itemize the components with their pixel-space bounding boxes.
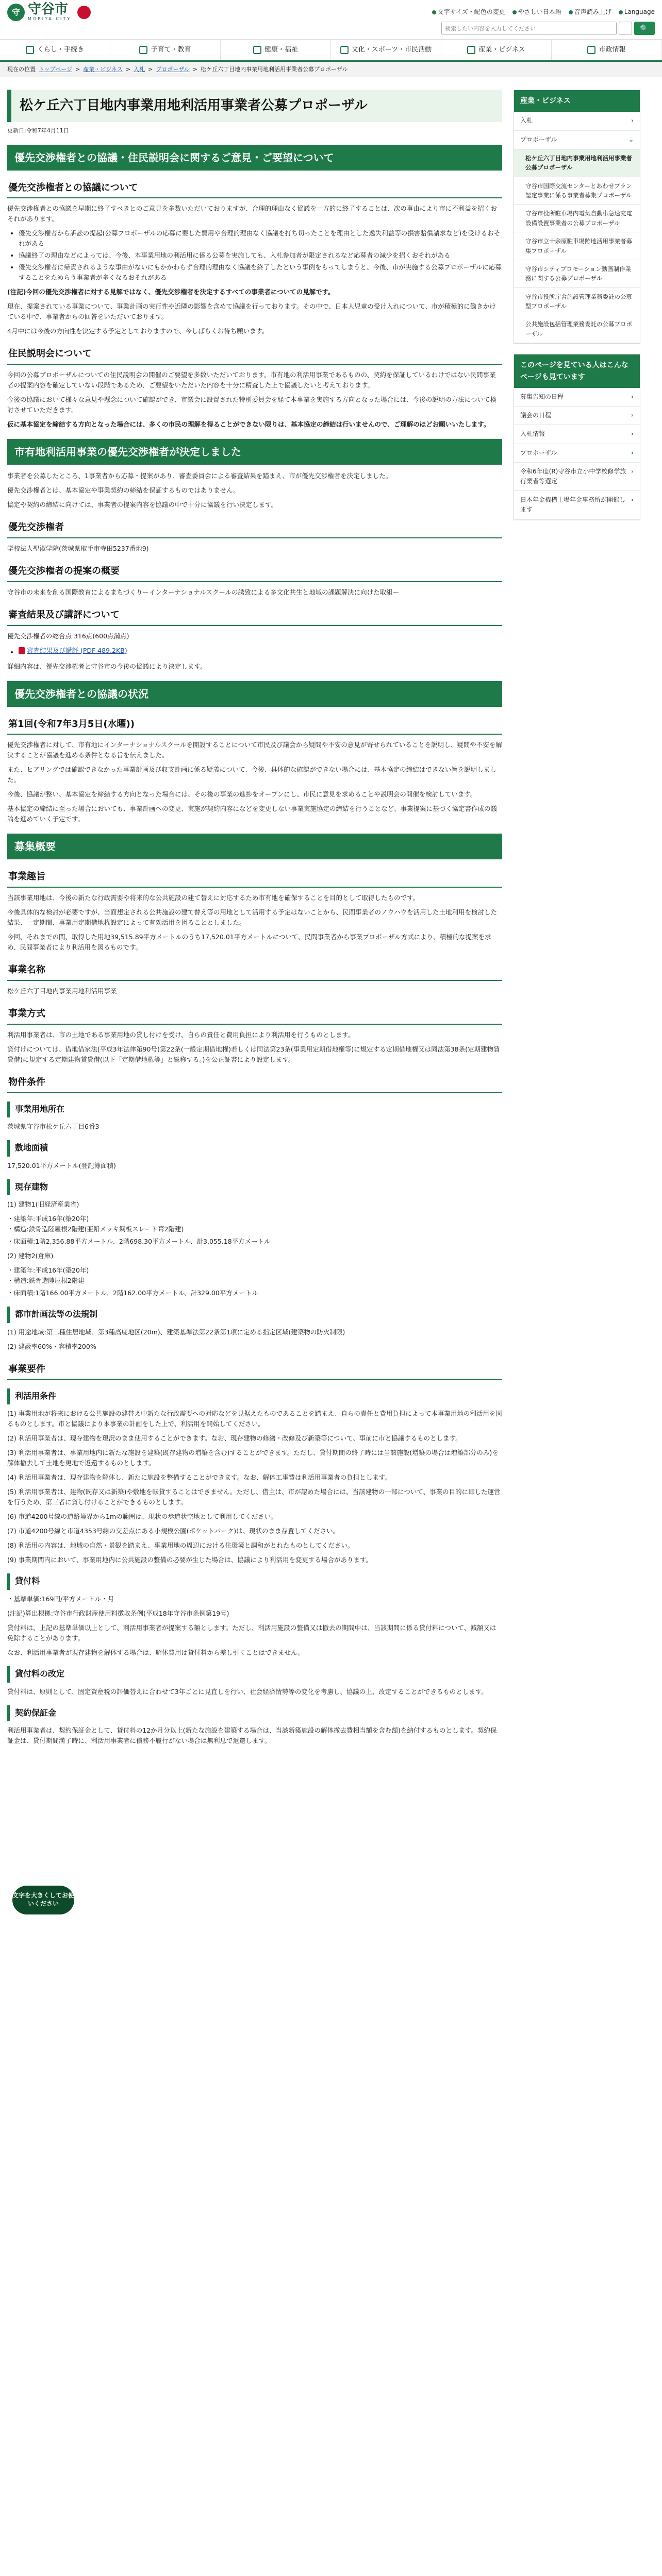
easyjp-icon [512,10,517,14]
paragraph: (7) 市道4200号線と市道4353号線の交差点にある小規模公園(ポケットパーク)は、現状のまま存置してください。 [7,1527,340,1535]
paragraph: 貸付料は、上記の基準単価以上として、利活用事業者が提案する額とします。ただし、利活用施設の整備又は撤去の期間中は、当該期間に係る貸付料について、減額又は免除することがあります。 [7,1623,496,1642]
language-label: Language [624,8,655,16]
sidebar-item[interactable] [514,205,640,232]
page-title: 松ケ丘六丁目地内事業用地利活用事業者公募プロポーザル [7,90,502,122]
section-heading: 優先交渉権者との協議の状況 [7,681,502,707]
clear-button[interactable]: ✕ [619,22,632,35]
paragraph: (5) 利活用事業者は、建物(既存又は新築)や敷地を転貸することはできません。ただし、借主は、市が認めた場合には、当該建物の一部について、事業の目的に即した運営を行うため、第三者に貸し付けることができるものとします。 [7,1488,501,1506]
paragraph: ・構造:鉄骨造陸屋根2階建 [7,1277,85,1285]
minor-heading: 貸付料の改定 [7,1666,502,1683]
paragraph: (1) 事業用地が将来における公共施設の建替え中新たな行政需要への対応などを見据えたものであることを踏まえ、自らの責任と費用負担によって本事業用地の利活用を図るものとします。市と協議により本事業の計画をした上で、利活用を開始してください。 [7,1410,502,1428]
sidebar-item[interactable] [514,177,640,205]
paragraph: 今回、それまでの間、取得した用地39,515.89平方メートルのうち17,520.01平方メートルについて、民間事業者から事業プロポーザル方式により、積極的な提案を求め、民間事業者により利活用を図るものです。 [7,933,491,952]
search-input[interactable] [441,22,617,35]
voice-label: 音声読み上げ [574,8,611,16]
language-link[interactable] [619,7,655,17]
chevron-right-icon: › [631,393,634,401]
list-item: • 優先交渉権者に帰責されるような事由がないにもかかわらず合理的理由なく協議を終了したという事例をもってしまうと、今後、市が実施する公募プロポーザルに応募することをためらう事業者が多くなるおそれがある [19,262,502,283]
sidebar-item-label: 守谷市役所庁舎施設管理業務委託の公募型プロポーザル [525,293,632,310]
breadcrumb-link[interactable]: 産業・ビジネス [83,66,123,73]
section-heading: 優先交渉権者との協議・住民説明会に関するご意見・ご要望について [7,145,502,171]
related-item-label: 令和6年度(R)守谷市立小中学校修学旅行業者等選定 [520,467,626,485]
gnav-item-shisei[interactable] [552,40,662,60]
paragraph: 優先交渉権者の総合点 316点(600点満点) [7,632,129,640]
minor-heading: 現存建物 [7,1179,502,1196]
breadcrumb-link[interactable]: 入札 [134,66,145,73]
heart-icon [253,46,261,54]
related-item-label: プロポーザル [520,449,557,456]
paragraph: (1) 建物1(旧経済産業省) [7,1200,79,1209]
gnav-item-kenkou[interactable] [221,40,331,60]
paragraph: 現在、提案されている事業について、事業計画の実行性や近隣の影響を含めて協議を行っております。その中で、日本人児童の受け入れについて、市が積極的に働きかけている中で、事業者からの回答をいただいております。 [7,302,496,321]
sidebar-item-label: 守谷市国際交流センターとあわせプラン認定事業に係る事業者募集プロポーザル [525,182,632,199]
chevron-right-icon: › [631,412,634,419]
related-item-label: 入札情報 [520,430,545,438]
subsection-heading: 審査結果及び講評について [7,607,502,626]
home-icon [26,46,34,54]
logo-subtext: MORIYA CITY [28,16,72,21]
paragraph: 利活用事業者は、契約保証金として、貸付料の12か月分以上(新たな施設を建築する場合は、当該新築施設の解体撤去費相当額を含む額)を納付するものとします。契約保証金は、貸付期間満了時に、利活用事業者に債務不履行がない場合は無利息で返還します。 [7,1726,497,1745]
city-emblem-icon: 守 [7,4,25,21]
paragraph: 詳細内容は、優先交渉権者と守谷市の今後の協議により決定します。 [7,662,207,670]
paragraph: また、ヒアリングでは確認できなかった事業計画及び収支計画に係る疑義について、今後、具体的な確認ができない場合には、基本協定の締結はできない旨を説明しました。 [7,766,496,784]
gnav-label: くらし・手続き [37,45,84,54]
list-item: • 優先交渉権者から訴訟の提起(公募プロポーザルの応募に要した費用や合理的理由なく協議を打ち切ったことを理由とした逸失利益等の損害賠償請求など)を受けるおそれがある [19,228,502,249]
building-icon [467,46,475,54]
subsection-heading: 優先交渉権者 [7,519,502,538]
paragraph: (8) 利活用の内容は、地域の自然・景観を踏まえ、事業用地の周辺における住環境と調和がとれたものとしてください。 [7,1541,354,1550]
paragraph: 今回の公募プロポーザルについての住民説明会の開催のご要望を多数いただいております。市有地の利活用事業であるものの、契約を保証しているわけではない民間事業者の提案内容を確定していない段階であるため、ご要望をいただいた内容を十分に精査した上で協議したいと考えております。 [7,371,496,389]
sidebar-item-label: 守谷市シティプロモーション動画制作業務に関する公募プロポーザル [525,265,632,282]
related-item[interactable] [514,406,640,425]
pdf-list [19,646,502,657]
sidebar-item[interactable] [514,315,640,343]
fontsize-label: 文字サイズ・配色の変更 [437,8,505,16]
site-logo[interactable] [7,3,91,23]
subsection-heading: 事業名称 [7,962,502,981]
minor-heading: 利活用条件 [7,1388,502,1405]
pdf-link[interactable] [19,646,127,656]
paragraph: 利活用事業者は、市の土地である事業用地の貸し付けを受け、自らの責任と費用負担により利活用を行うものとします。 [7,1030,355,1039]
paragraph: ・建築年:平成16年(築20年) [7,1266,89,1275]
paragraph: ・基準単価:169円/平方メートル・月 [7,1595,114,1603]
sidebar [514,90,640,1750]
floating-helper-button[interactable]: 文字を大きくしてお使いください [12,1886,74,1914]
sidebar-item[interactable] [514,260,640,288]
related-item[interactable] [514,463,640,491]
paragraph: 学校法人聖淑学院(茨城県取手市寺田5237番地9) [7,544,149,552]
paragraph: 優先交渉権者に対して、市有地にインターナショナルスクールを開設することについて市民及び議会から疑問や不安の意見が寄せられていることを説明し、疑問や不安を解決することが協議を進める条件となる旨を伝えました。 [7,741,502,759]
sidebar-item[interactable] [514,131,640,149]
paragraph: 守谷市の未来を創る国際教育によるまちづくりーインターナショナルスクールの誘致による多文化共生と地域の課題解決に向けた取組ー [7,588,400,596]
breadcrumb-link[interactable]: プロポーザル [156,66,190,73]
chevron-right-icon: › [631,496,634,504]
paragraph: ・構造:鉄骨造陸屋根2階建(亜鉛メッキ鋼板スレート葺2階建) [7,1225,184,1233]
paragraph: 事業者を公募したところ、1事業者から応募・提案があり、審査委員会による審査結果を踏まえ、市が優先交渉権者を決定しました。 [7,472,392,480]
paragraph: 協定や契約の締結に向けては、事業者の提案内容を協議の中で十分に協議を行い決定します。 [7,501,278,509]
chevron-right-icon: › [631,467,634,475]
chevron-right-icon: › [631,449,634,456]
section-heading: 募集概要 [7,834,502,859]
gnav-item-sangyou[interactable] [441,40,552,60]
cityhall-icon [587,46,595,54]
updated-date: 更新日:令和7年4月11日 [7,127,69,134]
gnav-item-kurashi[interactable] [0,40,110,60]
breadcrumb-prefix: 現在の位置 [7,66,36,73]
paragraph: (2) 建蔽率60%・容積率200% [7,1342,96,1350]
paragraph: 基本協定の締結に至った場合においても、事業計画への変更、実施が契約内容になどを変更しない事業実施協定の締結を行うことなど、事業提案に基づく協定書作成の議論を進めていく予定です。 [7,805,498,823]
sidebar-item-label: 入札 [520,117,533,125]
paragraph: (4) 利活用事業者は、現存建物を解体し、新たに施設を整備することができます。なお、解体工事費は利活用事業者の負担とします。 [7,1473,391,1482]
related-pages [514,354,640,520]
chevron-down-icon: ⌄ [628,135,634,143]
paragraph: (注記)算出根拠:守谷市行政財産使用料徴収条例(平成18年守谷市条例第19号) [7,1609,229,1617]
sidebar-item[interactable] [514,288,640,316]
subsection-heading: 物件条件 [7,1074,502,1093]
sidebar-heading: 産業・ビジネス [514,90,640,112]
subsection-heading: 事業方式 [7,1006,502,1025]
child-icon [139,46,147,54]
mascot-badge-icon [77,6,91,19]
paragraph: なお、利活用事業者が現存建物を解体する場合は、解体費用は貸付料から差し引くことはできません。 [7,1648,304,1656]
paragraph: 優先交渉権者とは、基本協定や事業契約の締結を保証するものではありません。 [7,486,240,495]
globe-icon [619,10,623,14]
sidebar-item-label: 守谷市役所駐車場内電気自動車急速充電設備設置事業者の公募プロポーザル [525,210,632,227]
sidebar-heading: このページを見ている人はこんなページも見ています [514,354,640,388]
related-item-label: 募集告知の日程 [520,393,564,401]
voice-link[interactable] [569,7,611,17]
category-menu [514,90,640,344]
minor-heading: 都市計画法等の法規制 [7,1307,502,1323]
paragraph: (2) 利活用事業者は、現存建物を現況のまま使用することができます。なお、現存建物の修繕・改修及び新築等について、事前に市と協議するものとします。 [7,1434,462,1443]
list-item: • 協議終了の理由などによっては、今後、本事業用地の利活用に係る公募を実施しても、入札参加者が限定されるなど応募者の減少を招くおそれがある [19,250,502,261]
pdf-link-label: • 審査結果及び講評 (PDF 489.2KB) [27,646,127,654]
paragraph: 松ケ丘六丁目地内事業用地利活用事業 [7,987,117,995]
minor-heading: 敷地面積 [7,1140,502,1157]
search-bar [0,22,662,35]
subsection-heading: 事業趣旨 [7,869,502,888]
breadcrumb: 現在の位置 トップページ > 産業・ビジネス > 入札 > プロポーザル > 松ケ丘六丁目地内事業用地利活用事業者公募プロポーザル [0,62,662,77]
note: (注記)今回の優先交渉権者に対する見解ではなく、優先交渉権者を決定するすべての事業者についての見解です。 [7,288,335,296]
gnav-label: 産業・ビジネス [478,45,525,54]
fontsize-link[interactable] [432,7,505,17]
paragraph: (1) 用途地域:第二種住居地域、第3種高度地区(20m)、建築基準法第22条第1項に定める指定区域(建築物の防火制限) [7,1328,345,1336]
pdf-icon [19,647,25,654]
sidebar-item-label: プロポーザル [520,135,557,143]
paragraph: 当該事業用地は、今後の新たな行政需要や将来的な公共施設の建て替えに対応するため市有地を確保することを目的として取得したものです。 [7,894,420,902]
gnav-item-bunka[interactable] [331,40,441,60]
paragraph: 貸付料は、原則として、固定資産税の評価替えに合わせて3年ごとに見直しを行い、社会経済情勢等の変化を考慮し、協議の上、改定することができるものとします。 [7,1687,488,1696]
global-nav [0,39,662,62]
paragraph: 貸付けについては、借地借家法(平成3年法律第90号)第22条(一般定期借地権)若しくは同法第23条(事業用定期借地権等)に規定する定期借地権又は同法第38条(定期建物賃貸借)に規定する定期建物賃貸借(以下「定期借地権等」と総称する。)を公正証書により設定します。 [7,1045,500,1063]
list-item [19,646,502,657]
related-item-label: 議会の日程 [520,412,552,419]
paragraph: 仮に基本協定を締結する方向となった場合には、多くの市民の理解を得ることができない限りは、基本協定の締結は行いませんので、ご理解のほどお願いいたします。 [7,420,490,429]
paragraph: 今後、協議が整い、基本協定を締結する方向となった場合には、その後の事業の進捗をオープンにし、市民に意見を求めることや説明会の開催を検討しています。 [7,790,477,799]
chevron-right-icon: › [631,430,634,438]
people-icon [340,46,349,54]
fontsize-icon [432,10,436,14]
minor-heading: 事業用地所在 [7,1101,502,1118]
utility-links [432,7,655,17]
sidebar-item-label: 公共施設包括管理業務委託の公募プロポーザル [525,320,632,337]
sidebar-item-label: 松ケ丘六丁目地内事業用地利活用事業者公募プロポーザル [525,154,632,172]
paragraph: 茨城県守谷市松ケ丘六丁目6番3 [7,1123,100,1131]
easyjp-link[interactable] [512,7,561,17]
chevron-right-icon: › [631,117,634,125]
search-button[interactable]: 🔍 [634,22,655,35]
paragraph: 4月中には今後の方向性を決定する予定としておりますので、今しばらくお待ち願います。 [7,327,269,335]
sidebar-item[interactable] [514,112,640,130]
gnav-label: 健康・福祉 [264,45,298,54]
paragraph: (6) 市道4200号線の道路境界から1mの範囲は、現状の歩道状空地として利用してください。 [7,1513,277,1521]
header [0,0,662,25]
related-item[interactable] [514,491,640,519]
paragraph: 優先交渉権者との協議を早期に終了すべきとのご意見を多数いただいておりますが、合理的理由なく協議を一方的に終了することは、次の事由により市に不利益を招くおそれがあります。 [7,205,497,223]
gnav-label: 文化・スポーツ・市民活動 [351,45,432,54]
paragraph: ・床面積:1階166.00平方メートル、2階162.00平方メートル、計329.00平方メートル [7,1289,258,1297]
speaker-icon [569,10,573,14]
sidebar-item-label: 守谷市立十余原駐車場跡地活用事業者募集プロポーザル [525,238,632,255]
breadcrumb-link[interactable]: トップページ [39,66,73,73]
main-content [7,90,502,1750]
paragraph: (3) 利活用事業者は、事業用地内に新たな施設を建築(既存建物の増築を含む)することができます。ただし、貸付期間の終了時には当該施設(増築の場合は増築部分のみ)を解体撤去して土地を更地で返還するものとします。 [7,1449,499,1467]
breadcrumb-current: 松ケ丘六丁目地内事業用地利活用事業者公募プロポーザル [201,66,348,73]
subsection-heading: 住民説明会について [7,346,502,365]
easyjp-label: やさしい日本語 [518,8,561,16]
paragraph: 今後具体的な検討が必要ですが、当面想定される公共施設の建て替え等の用地として活用する予定はないことから、民間事業者のノウハウを活用した土地利用を検討した結果、一定期間、事業用定期借地権設定によって有効活用を図ることとしました。 [7,908,498,927]
paragraph: 17,520.01平方メートル(登記簿面積) [7,1161,116,1170]
sidebar-item-current[interactable] [514,149,640,177]
minor-heading: 貸付料 [7,1573,502,1590]
subsection-heading: 第1回(令和7年3月5日(水曜)) [7,716,502,735]
subsection-heading: 事業要件 [7,1361,502,1380]
subsection-heading: 優先交渉権者との協議について [7,180,502,199]
layout [0,77,662,1750]
gnav-item-kosodate[interactable] [110,40,221,60]
related-item[interactable] [514,388,640,406]
related-item[interactable] [514,425,640,444]
related-item-label: 日本年金機構上場年金事務所が開催します [520,496,626,514]
subsection-heading: 優先交渉権者の提案の概要 [7,563,502,582]
gnav-label: 子育て・教育 [151,45,191,54]
paragraph: 今後の協議において様々な意見や懸念について確認ができ、市議会に設置された特別委員会を経て本事業を実施する方向となった場合には、今後の説明の方法について検討させていただきます。 [7,396,497,414]
paragraph: ・建築年:平成16年(築20年) [7,1215,89,1223]
minor-heading: 契約保証金 [7,1705,502,1722]
gnav-label: 市政情報 [599,45,626,54]
logo-text: 守谷市 [28,1,69,17]
related-item[interactable] [514,444,640,463]
paragraph: ・床面積:1階2,356.88平方メートル、2階698.30平方メートル、計3,055.18平方メートル [7,1238,271,1246]
section-heading: 市有地利活用事業の優先交渉権者が決定しました [7,439,502,465]
paragraph: (2) 建物2(倉庫) [7,1252,54,1260]
sidebar-item[interactable] [514,232,640,260]
reason-list [19,228,502,283]
paragraph: (9) 事業期間内において、事業用地内に公共施設の整備の必要が生じた場合は、協議により利活用を変更する場合があります。 [7,1556,372,1564]
